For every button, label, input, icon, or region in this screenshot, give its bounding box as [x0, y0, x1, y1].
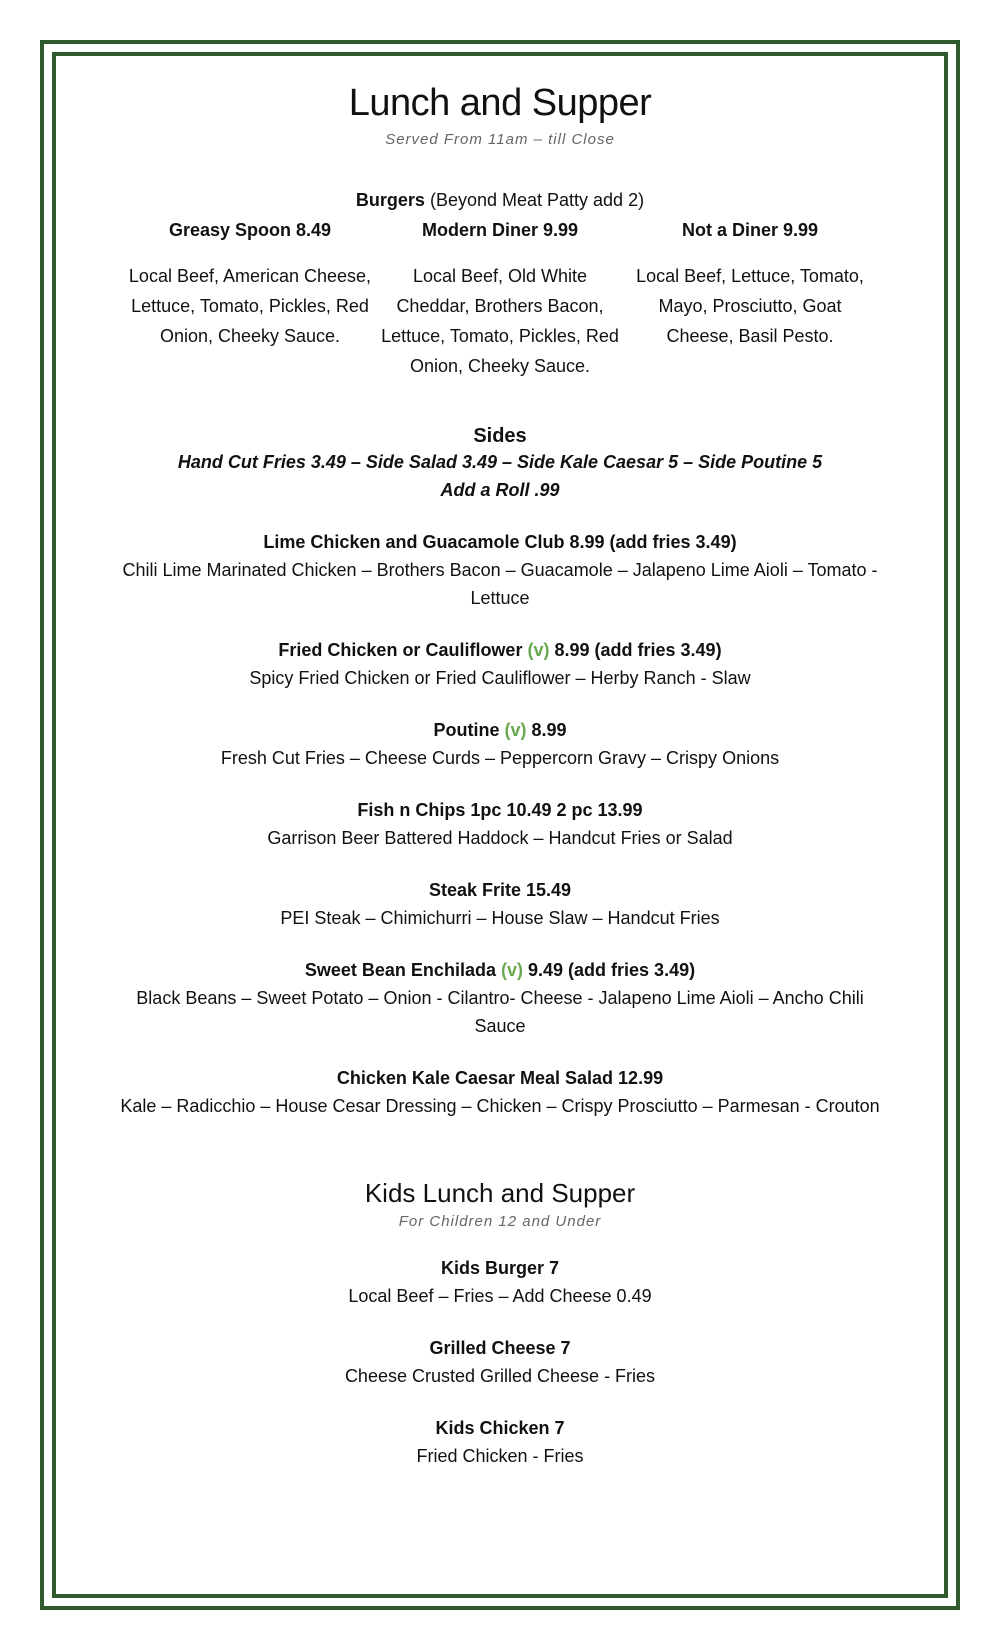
vegetarian-badge: (v) — [504, 720, 527, 740]
menu-content — [60, 60, 940, 1470]
item-desc: Fried Chicken - Fries — [416, 1446, 584, 1466]
item-name: Lime Chicken and Guacamole Club 8.99 (add fries 3.49) — [263, 532, 737, 552]
item-name: Grilled Cheese 7 — [429, 1338, 571, 1358]
item-name-part: Sweet Bean Enchilada — [304, 960, 496, 980]
item-desc: Chili Lime Marinated Chicken – Brothers Bacon – Guacamole – Jalapeno Lime Aioli – Tomato - Lettuce — [122, 560, 878, 608]
kids-item — [60, 1414, 940, 1470]
burger-item — [625, 215, 875, 381]
item-desc: Spicy Fried Chicken or Fried Cauliflower – Herby Ranch - Slaw — [249, 668, 751, 688]
item-name: Kids Chicken 7 — [435, 1418, 565, 1438]
item-desc: Local Beef – Fries – Add Cheese 0.49 — [348, 1286, 652, 1306]
item-price: 8.99 (add fries 3.49) — [554, 640, 722, 660]
item-name-part: Fried Chicken or Cauliflower — [278, 640, 523, 660]
item-desc: Garrison Beer Battered Haddock – Handcut Fries or Salad — [267, 828, 733, 848]
item-name: Chicken Kale Caesar Meal Salad 12.99 — [336, 1068, 664, 1088]
item-name: Fish n Chips 1pc 10.49 2 pc 13.99 — [357, 800, 643, 820]
kids-subtitle: For Children 12 and Under — [398, 1213, 602, 1230]
page-subtitle: Served From 11am – till Close — [385, 131, 615, 148]
item-price: 9.49 (add fries 3.49) — [528, 960, 696, 980]
menu-item — [60, 716, 940, 772]
sides-title: Sides — [473, 425, 527, 447]
sides-line: Hand Cut Fries 3.49 – Side Salad 3.49 – Side Kale Caesar 5 – Side Poutine 5 — [177, 452, 823, 472]
item-price: 8.99 — [531, 720, 567, 740]
burger-item — [375, 215, 625, 381]
item-name: Kids Burger 7 — [440, 1258, 560, 1278]
menu-item — [60, 1064, 940, 1120]
item-name — [60, 956, 940, 984]
page-title: Lunch and Supper — [348, 82, 652, 124]
burgers-heading — [60, 190, 940, 211]
item-name — [60, 636, 940, 664]
burgers-label: Burgers — [355, 190, 425, 210]
burger-name: Modern Diner 9.99 — [421, 220, 579, 240]
item-desc: Black Beans – Sweet Potato – Onion - Cilantro- Cheese - Jalapeno Lime Aioli – Ancho Chili Sauce — [136, 988, 864, 1036]
burger-desc: Local Beef, Lettuce, Tomato, Mayo, Prosciutto, Goat Cheese, Basil Pesto. — [636, 266, 864, 346]
item-desc: Cheese Crusted Grilled Cheese - Fries — [344, 1366, 656, 1386]
kids-title: Kids Lunch and Supper — [364, 1178, 636, 1208]
kids-item — [60, 1334, 940, 1390]
item-name — [60, 716, 940, 744]
item-desc: Kale – Radicchio – House Cesar Dressing – Chicken – Crispy Prosciutto – Parmesan - Crouton — [120, 1096, 880, 1116]
kids-item — [60, 1254, 940, 1310]
menu-item — [60, 636, 940, 692]
item-desc: PEI Steak – Chimichurri – House Slaw – Handcut Fries — [280, 908, 720, 928]
menu-item — [60, 528, 940, 612]
burger-desc: Local Beef, Old White Cheddar, Brothers Bacon, Lettuce, Tomato, Pickles, Red Onion, Cheeky Sauce. — [381, 266, 619, 376]
burger-name: Greasy Spoon 8.49 — [168, 220, 332, 240]
item-desc: Fresh Cut Fries – Cheese Curds – Peppercorn Gravy – Crispy Onions — [220, 748, 780, 768]
menu-item — [60, 876, 940, 932]
burgers-note: (Beyond Meat Patty add 2) — [429, 190, 645, 210]
burger-desc: Local Beef, American Cheese, Lettuce, Tomato, Pickles, Red Onion, Cheeky Sauce. — [128, 266, 372, 346]
vegetarian-badge: (v) — [500, 960, 523, 980]
burger-item — [125, 215, 375, 381]
item-name: Steak Frite 15.49 — [428, 880, 572, 900]
menu-item — [60, 796, 940, 852]
sides-roll: Add a Roll .99 — [440, 480, 560, 500]
burger-list — [60, 215, 940, 381]
burger-name: Not a Diner 9.99 — [681, 220, 819, 240]
menu-item — [60, 956, 940, 1040]
item-name-part: Poutine — [433, 720, 500, 740]
vegetarian-badge: (v) — [527, 640, 550, 660]
